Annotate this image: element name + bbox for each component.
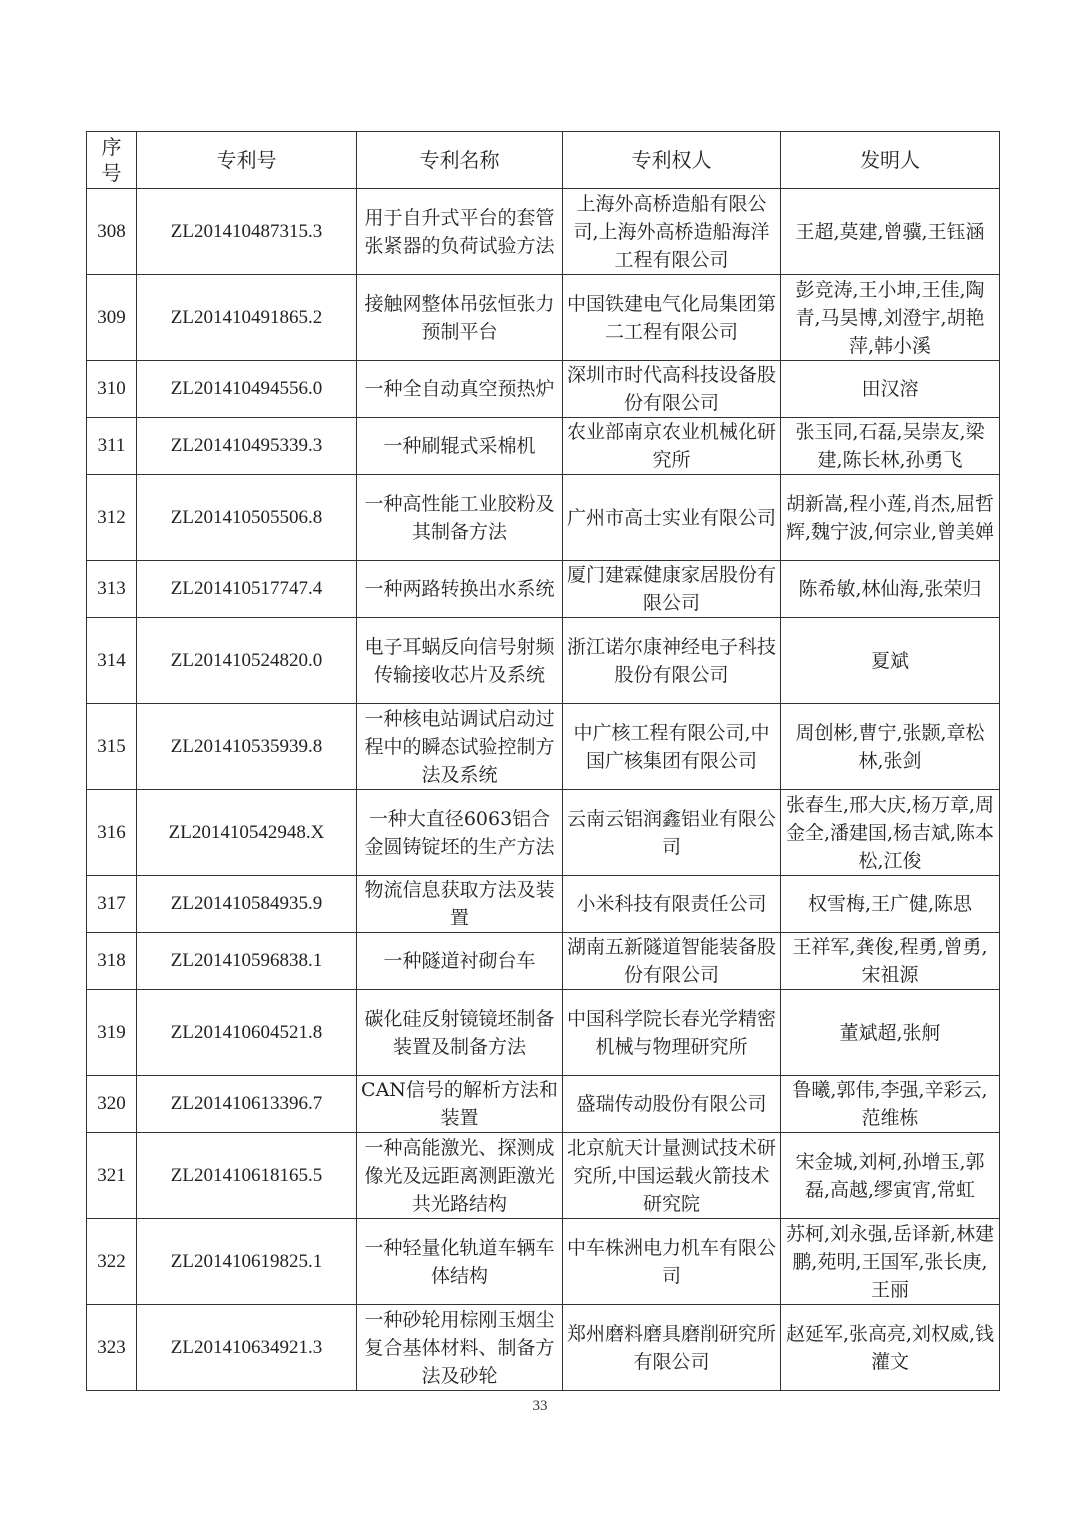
cell-owner: 中广核工程有限公司,中国广核集团有限公司 — [563, 704, 781, 790]
cell-owner: 中国铁建电气化局集团第二工程有限公司 — [563, 275, 781, 361]
cell-owner: 中国科学院长春光学精密机械与物理研究所 — [563, 990, 781, 1076]
cell-seq: 316 — [87, 790, 137, 876]
cell-seq: 314 — [87, 618, 137, 704]
cell-inventor: 彭竞涛,王小坤,王佳,陶青,马昊博,刘澄宇,胡艳萍,韩小溪 — [781, 275, 1000, 361]
cell-owner: 广州市高士实业有限公司 — [563, 475, 781, 561]
cell-patent-name: 一种轻量化轨道车辆车体结构 — [357, 1219, 563, 1305]
cell-owner: 厦门建霖健康家居股份有限公司 — [563, 561, 781, 618]
table-row — [87, 418, 1000, 475]
cell-patent-name: 一种两路转换出水系统 — [357, 561, 563, 618]
cell-seq: 315 — [87, 704, 137, 790]
cell-inventor: 赵延军,张高亮,刘权威,钱灌文 — [781, 1305, 1000, 1391]
table-row — [87, 933, 1000, 990]
cell-patent-name: 一种高能激光、探测成像光及远距离测距激光共光路结构 — [357, 1133, 563, 1219]
cell-inventor: 苏柯,刘永强,岳译新,林建鹏,苑明,王国军,张长庚,王丽 — [781, 1219, 1000, 1305]
cell-patent-name: 用于自升式平台的套管张紧器的负荷试验方法 — [357, 189, 563, 275]
cell-owner: 北京航天计量测试技术研究所,中国运载火箭技术研究院 — [563, 1133, 781, 1219]
table-row — [87, 1219, 1000, 1305]
cell-seq: 312 — [87, 475, 137, 561]
table-row — [87, 1305, 1000, 1391]
cell-owner: 上海外高桥造船有限公司,上海外高桥造船海洋工程有限公司 — [563, 189, 781, 275]
cell-owner: 农业部南京农业机械化研究所 — [563, 418, 781, 475]
cell-patent-name: 一种砂轮用棕刚玉烟尘复合基体材料、制备方法及砂轮 — [357, 1305, 563, 1391]
cell-owner: 郑州磨料磨具磨削研究所有限公司 — [563, 1305, 781, 1391]
table-row — [87, 618, 1000, 704]
table-row — [87, 561, 1000, 618]
cell-owner: 浙江诺尔康神经电子科技股份有限公司 — [563, 618, 781, 704]
patent-table — [86, 131, 1000, 1391]
cell-seq: 317 — [87, 876, 137, 933]
cell-owner: 中车株洲电力机车有限公司 — [563, 1219, 781, 1305]
cell-inventor: 张玉同,石磊,吴崇友,梁建,陈长林,孙勇飞 — [781, 418, 1000, 475]
cell-inventor: 夏斌 — [781, 618, 1000, 704]
cell-patent-name: 物流信息获取方法及装置 — [357, 876, 563, 933]
cell-patent-name: 一种大直径6063铝合金圆铸锭坯的生产方法 — [357, 790, 563, 876]
cell-seq: 319 — [87, 990, 137, 1076]
cell-owner: 深圳市时代高科技设备股份有限公司 — [563, 361, 781, 418]
cell-patent-name: 一种刷辊式采棉机 — [357, 418, 563, 475]
cell-inventor: 宋金城,刘柯,孙增玉,郭磊,高越,缪寅宵,常虹 — [781, 1133, 1000, 1219]
cell-inventor: 王超,莫建,曾骥,王钰涵 — [781, 189, 1000, 275]
table-row — [87, 475, 1000, 561]
cell-patent-no: ZL201410634921.3 — [137, 1305, 357, 1391]
cell-patent-no: ZL201410618165.5 — [137, 1133, 357, 1219]
cell-patent-no: ZL201410613396.7 — [137, 1076, 357, 1133]
cell-patent-no: ZL201410619825.1 — [137, 1219, 357, 1305]
cell-patent-no: ZL201410505506.8 — [137, 475, 357, 561]
cell-patent-name: 一种隧道衬砌台车 — [357, 933, 563, 990]
header-inventor: 发明人 — [781, 132, 1000, 189]
header-patent-no: 专利号 — [137, 132, 357, 189]
page-number: 33 — [532, 1398, 548, 1414]
cell-seq: 320 — [87, 1076, 137, 1133]
cell-patent-name: 电子耳蜗反向信号射频传输接收芯片及系统 — [357, 618, 563, 704]
header-seq: 序 号 — [87, 132, 137, 189]
cell-inventor: 张春生,邢大庆,杨万章,周金全,潘建国,杨吉斌,陈本松,江俊 — [781, 790, 1000, 876]
header-owner: 专利权人 — [563, 132, 781, 189]
cell-inventor: 胡新嵩,程小莲,肖杰,屈哲辉,魏宁波,何宗业,曾美婵 — [781, 475, 1000, 561]
cell-patent-no: ZL201410524820.0 — [137, 618, 357, 704]
cell-patent-no: ZL201410535939.8 — [137, 704, 357, 790]
cell-inventor: 董斌超,张舸 — [781, 990, 1000, 1076]
table-row — [87, 361, 1000, 418]
cell-inventor: 权雪梅,王广健,陈思 — [781, 876, 1000, 933]
table-row — [87, 990, 1000, 1076]
table-row — [87, 790, 1000, 876]
cell-inventor: 陈希敏,林仙海,张荣归 — [781, 561, 1000, 618]
cell-patent-name: 一种高性能工业胶粉及其制备方法 — [357, 475, 563, 561]
table-row — [87, 876, 1000, 933]
cell-seq: 309 — [87, 275, 137, 361]
cell-patent-name: 碳化硅反射镜镜坯制备装置及制备方法 — [357, 990, 563, 1076]
cell-patent-name: 一种核电站调试启动过程中的瞬态试验控制方法及系统 — [357, 704, 563, 790]
cell-owner: 湖南五新隧道智能装备股份有限公司 — [563, 933, 781, 990]
cell-patent-no: ZL201410494556.0 — [137, 361, 357, 418]
cell-seq: 310 — [87, 361, 137, 418]
cell-seq: 308 — [87, 189, 137, 275]
cell-patent-no: ZL201410596838.1 — [137, 933, 357, 990]
cell-inventor: 田汉溶 — [781, 361, 1000, 418]
table-row — [87, 189, 1000, 275]
cell-seq: 321 — [87, 1133, 137, 1219]
table-row — [87, 704, 1000, 790]
table-header-row — [87, 132, 1000, 189]
cell-seq: 318 — [87, 933, 137, 990]
cell-patent-name: CAN信号的解析方法和装置 — [357, 1076, 563, 1133]
cell-patent-no: ZL201410542948.X — [137, 790, 357, 876]
cell-owner: 盛瑞传动股份有限公司 — [563, 1076, 781, 1133]
table-row — [87, 1133, 1000, 1219]
cell-patent-no: ZL201410487315.3 — [137, 189, 357, 275]
table-row — [87, 275, 1000, 361]
cell-seq: 323 — [87, 1305, 137, 1391]
cell-patent-no: ZL201410495339.3 — [137, 418, 357, 475]
header-patent-name: 专利名称 — [357, 132, 563, 189]
cell-patent-no: ZL201410584935.9 — [137, 876, 357, 933]
cell-patent-no: ZL201410517747.4 — [137, 561, 357, 618]
cell-owner: 小米科技有限责任公司 — [563, 876, 781, 933]
cell-patent-no: ZL201410604521.8 — [137, 990, 357, 1076]
cell-patent-name: 一种全自动真空预热炉 — [357, 361, 563, 418]
cell-inventor: 鲁曦,郭伟,李强,辛彩云,范维栋 — [781, 1076, 1000, 1133]
cell-seq: 311 — [87, 418, 137, 475]
cell-owner: 云南云铝润鑫铝业有限公司 — [563, 790, 781, 876]
cell-inventor: 周创彬,曹宁,张颢,章松林,张剑 — [781, 704, 1000, 790]
cell-seq: 322 — [87, 1219, 137, 1305]
cell-inventor: 王祥军,龚俊,程勇,曾勇,宋祖源 — [781, 933, 1000, 990]
cell-seq: 313 — [87, 561, 137, 618]
table-row — [87, 1076, 1000, 1133]
cell-patent-no: ZL201410491865.2 — [137, 275, 357, 361]
cell-patent-name: 接触网整体吊弦恒张力预制平台 — [357, 275, 563, 361]
